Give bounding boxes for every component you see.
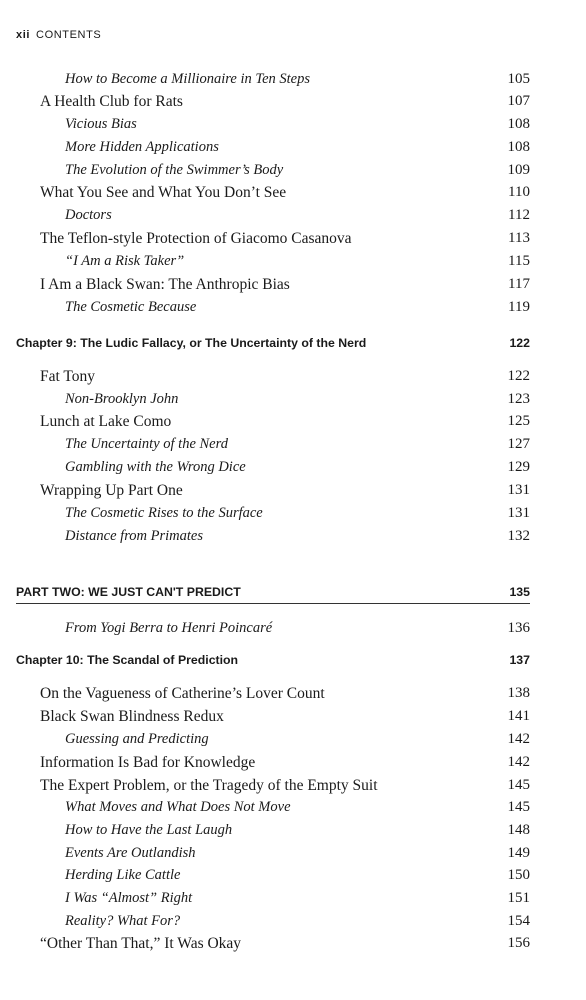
toc-part-page: 135: [509, 585, 530, 599]
toc-entry-page: 141: [507, 708, 530, 724]
toc-entry-subsection: [0, 620, 586, 642]
toc-entry-subsection: [0, 459, 586, 481]
toc-entry-page: 132: [507, 528, 530, 544]
toc-entry-label: Vicious Bias: [65, 116, 137, 132]
toc-entry-label: From Yogi Berra to Henri Poincaré: [65, 620, 273, 636]
toc-entry-page: 109: [507, 162, 530, 178]
toc-entry-page: 148: [507, 822, 530, 838]
toc-entry-label: Herding Like Cattle: [65, 867, 181, 883]
toc-entry-page: 131: [507, 482, 530, 498]
toc-entry-section: [0, 413, 586, 435]
toc-entry-page: 125: [507, 413, 530, 429]
toc-entry-page: 115: [508, 253, 530, 269]
toc-entry-page: 119: [508, 299, 530, 315]
toc-entry-label: I Was “Almost” Right: [65, 890, 193, 906]
toc-entry-label: A Health Club for Rats: [40, 93, 183, 110]
toc-entry-page: 131: [507, 505, 530, 521]
toc-entry-label: What You See and What You Don’t See: [40, 184, 287, 201]
toc-entry-page: 112: [508, 207, 530, 223]
toc-entry-page: 142: [507, 754, 530, 770]
toc-entry-label: The Cosmetic Rises to the Surface: [65, 505, 263, 521]
toc-entry-label: “Other Than That,” It Was Okay: [40, 935, 242, 952]
toc-entry-subsection: [0, 731, 586, 753]
toc-chapter-page: 122: [509, 336, 530, 350]
toc-entry-label: The Uncertainty of the Nerd: [65, 436, 228, 452]
toc-entry-subsection: [0, 299, 586, 321]
toc-entry-label: Distance from Primates: [65, 528, 204, 544]
toc-entry-page: 110: [508, 184, 530, 200]
toc-chapter-label: Chapter 10: The Scandal of Prediction: [16, 653, 239, 667]
toc-entry-subsection: [0, 253, 586, 275]
toc-entry-page: 149: [507, 845, 530, 861]
toc-entry-page: 136: [507, 620, 530, 636]
toc-entry-subsection: [0, 162, 586, 184]
toc-entry-subsection: [0, 71, 586, 93]
toc-entry-page: 145: [507, 777, 530, 793]
toc-entry-page: 117: [508, 276, 530, 292]
toc-entry-label: Wrapping Up Part One: [40, 482, 183, 499]
toc-entry-section: [0, 276, 586, 298]
toc-entry-subsection: [0, 116, 586, 138]
toc-entry-label: I Am a Black Swan: The Anthropic Bias: [40, 276, 290, 293]
toc-chapter-heading: [0, 653, 586, 675]
toc-entry-label: Guessing and Predicting: [65, 731, 209, 747]
toc-chapter-label: Chapter 9: The Ludic Fallacy, or The Uncertainty of the Nerd: [16, 336, 367, 350]
toc-entry-subsection: [0, 436, 586, 458]
toc-entry-page: 145: [507, 799, 530, 815]
toc-entry-section: [0, 754, 586, 776]
toc-entry-subsection: [0, 207, 586, 229]
toc-entry-page: 113: [508, 230, 530, 246]
toc-entry-page: 156: [507, 935, 530, 951]
toc-entry-label: Gambling with the Wrong Dice: [65, 459, 246, 475]
toc-entry-subsection: [0, 139, 586, 161]
running-head-title: CONTENTS: [36, 29, 102, 41]
toc-entry-label: Fat Tony: [40, 368, 96, 385]
toc-entry-subsection: [0, 890, 586, 912]
toc-entry-label: “I Am a Risk Taker”: [65, 253, 185, 269]
part-divider-rule: [16, 603, 530, 604]
toc-entry-section: [0, 708, 586, 730]
toc-entry-subsection: [0, 799, 586, 821]
toc-entry-label: Black Swan Blindness Redux: [40, 708, 224, 725]
toc-entry-section: [0, 777, 586, 799]
toc-entry-label: Lunch at Lake Como: [40, 413, 172, 430]
toc-entry-section: [0, 184, 586, 206]
toc-entry-subsection: [0, 505, 586, 527]
toc-entry-label: More Hidden Applications: [65, 139, 219, 155]
toc-entry-section: [0, 230, 586, 252]
toc-chapter-page: 137: [509, 653, 530, 667]
toc-entry-page: 108: [507, 139, 530, 155]
toc-entry-page: 122: [507, 368, 530, 384]
toc-entry-page: 108: [507, 116, 530, 132]
toc-entry-label: What Moves and What Does Not Move: [65, 799, 291, 815]
toc-part-label: PART TWO: WE JUST CAN'T PREDICT: [16, 585, 241, 599]
toc-entry-page: 123: [507, 391, 530, 407]
toc-entry-page: 138: [507, 685, 530, 701]
toc-entry-page: 142: [507, 731, 530, 747]
page-folio: xii: [16, 29, 31, 41]
toc-entry-section: [0, 368, 586, 390]
toc-entry-label: The Teflon-style Protection of Giacomo Casanova: [40, 230, 352, 247]
toc-entry-label: The Evolution of the Swimmer’s Body: [65, 162, 284, 178]
toc-entry-label: How to Become a Millionaire in Ten Steps: [65, 71, 310, 87]
toc-entry-page: 129: [507, 459, 530, 475]
toc-entry-subsection: [0, 822, 586, 844]
toc-entry-subsection: [0, 913, 586, 935]
toc-entry-label: Non-Brooklyn John: [65, 391, 179, 407]
toc-entry-label: The Expert Problem, or the Tragedy of the Empty Suit: [40, 777, 378, 794]
toc-entry-subsection: [0, 391, 586, 413]
toc-entry-page: 105: [507, 71, 530, 87]
toc-entry-subsection: [0, 845, 586, 867]
toc-entry-label: Events Are Outlandish: [65, 845, 196, 861]
toc-entry-page: 150: [507, 867, 530, 883]
toc-entry-subsection: [0, 867, 586, 889]
toc-entry-section: [0, 935, 586, 957]
toc-entry-page: 127: [507, 436, 530, 452]
toc-entry-page: 151: [507, 890, 530, 906]
toc-entry-label: Doctors: [65, 207, 112, 223]
toc-entry-label: Reality? What For?: [65, 913, 181, 929]
running-head: [16, 29, 101, 41]
toc-entry-subsection: [0, 528, 586, 550]
toc-entry-label: On the Vagueness of Catherine’s Lover Count: [40, 685, 325, 702]
toc-entry-label: How to Have the Last Laugh: [65, 822, 233, 838]
toc-entry-label: The Cosmetic Because: [65, 299, 197, 315]
toc-entry-page: 154: [507, 913, 530, 929]
toc-entry-page: 107: [507, 93, 530, 109]
toc-entry-section: [0, 482, 586, 504]
toc-entry-section: [0, 93, 586, 115]
toc-chapter-heading: [0, 336, 586, 358]
toc-entry-section: [0, 685, 586, 707]
toc-entry-label: Information Is Bad for Knowledge: [40, 754, 256, 771]
